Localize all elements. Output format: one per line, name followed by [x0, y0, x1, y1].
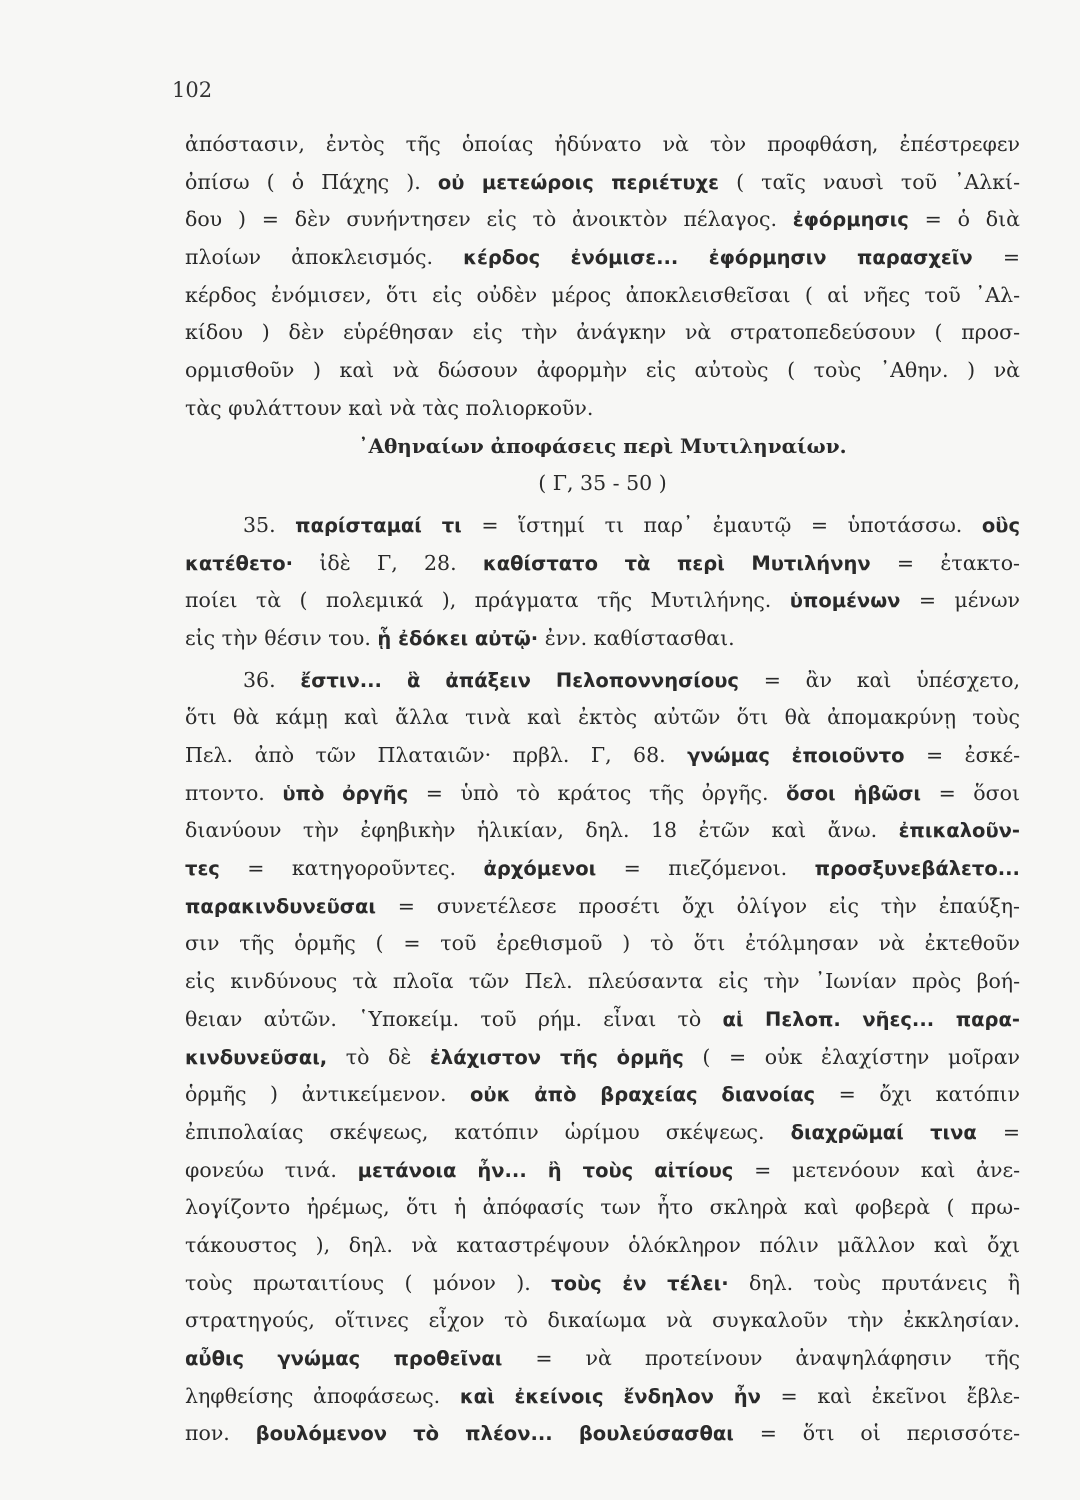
text-line — [185, 201, 1020, 239]
bold-lemma: ὑπὸ ὀργῆς — [282, 781, 409, 805]
bold-lemma: κατέθετο· — [185, 551, 294, 575]
bold-lemma: κέρδος ἐνόμισε... ἐφόρμησιν παρασχεῖν — [463, 246, 973, 270]
text-run: = ἂν καὶ ὑπέσχετο, — [739, 667, 1020, 692]
text-run: = μένων — [900, 588, 1020, 613]
bold-lemma: μετάνοια ἦν... ἢ τοὺς αἰτίους — [357, 1158, 734, 1182]
text-run: = συνετέλεσε προσέτι ὄχι ὀλίγον εἰς τὴν ἐπαύξη- — [375, 893, 1020, 918]
text-line — [185, 239, 1020, 277]
section-heading: ᾿Αθηναίων ἀποφάσεις περὶ Μυτιληναίων. — [358, 433, 847, 458]
text-run: πλοίων ἀποκλεισμός. — [185, 245, 464, 270]
bold-lemma: καὶ ἐκείνοις ἔνδηλον ἦν — [459, 1384, 761, 1408]
text-run: τὰς φυλάττουν καὶ νὰ τὰς πολιορκοῦν. — [185, 395, 594, 420]
bold-lemma: οὓς — [981, 513, 1020, 537]
commentary-paragraph-36 — [185, 662, 1020, 1453]
text-run: ἰδὲ Γ, 28. — [293, 550, 483, 575]
text-run: = ὅτι οἱ περισσότε- — [733, 1421, 1020, 1446]
bold-lemma: κινδυνεῦσαι, — [185, 1045, 328, 1069]
bold-lemma: ἀρχόμενοι — [483, 857, 597, 881]
text-run: φονεύω τινά. — [185, 1157, 358, 1182]
text-run: = — [976, 1119, 1020, 1144]
text-line — [185, 1378, 1020, 1416]
text-run: λογίζοντο ἠρέμως, ὅτι ἡ ἀπόφασίς των ἦτο σκληρὰ καὶ φοβερὰ ( πρω- — [185, 1195, 1020, 1220]
text-run: ὅτι θὰ κάμῃ καὶ ἄλλα τινὰ καὶ ἐκτὸς αὐτῶν ὅτι θὰ ἀπομακρύνῃ τοὺς — [185, 705, 1020, 730]
text-line — [185, 775, 1020, 813]
text-run: διανύουν τὴν ἐφηβικὴν ἡλικίαν, δηλ. 18 ἐτῶν καὶ ἄνω. — [185, 818, 899, 843]
text-line — [185, 1039, 1020, 1077]
text-run: πον. — [185, 1421, 256, 1446]
text-run: κίδου ) δὲν εὑρέθησαν εἰς τὴν ἀνάγκην νὰ στρατοπεδεύσουν ( προσ- — [185, 320, 1020, 345]
text-run: ορμισθοῦν ) καὶ νὰ δώσουν ἀφορμὴν εἰς αὐτοὺς ( τοὺς ᾿Αθην. ) νὰ — [185, 358, 1020, 383]
text-line — [185, 812, 1020, 850]
bold-lemma: οὐκ ἀπὸ βραχείας διανοίας — [470, 1083, 816, 1107]
bold-lemma: ὑπομένων — [789, 589, 901, 613]
text-run: 35. — [243, 512, 296, 537]
bold-lemma: παρακινδυνεῦσαι — [185, 894, 376, 918]
text-line — [185, 1265, 1020, 1303]
text-run: ( = οὐκ ἐλαχίστην μοῖραν — [683, 1044, 1020, 1069]
text-line — [185, 1340, 1020, 1378]
text-line — [185, 1152, 1020, 1190]
text-run: = ἐσκέ- — [904, 743, 1020, 767]
bold-lemma: βουλόμενον τὸ πλέον... βουλεύσασθαι — [255, 1422, 734, 1446]
text-line — [185, 925, 1020, 963]
text-run: ( ταῖς ναυσὶ τοῦ ᾿Αλκί- — [718, 169, 1020, 194]
page-number: 102 — [172, 78, 213, 102]
text-run: σιν τῆς ὁρμῆς ( = τοῦ ἐρεθισμοῦ ) τὸ ὅτι ἐτόλμησαν νὰ ἐκτεθοῦν — [185, 931, 1020, 956]
text-line — [185, 314, 1020, 352]
text-run: = κατηγοροῦντες. — [219, 856, 484, 881]
text-run: = ἵστημί τι παρ᾿ ἐμαυτῷ = ὑποτάσσω. — [461, 512, 982, 537]
commentary-paragraph-35 — [185, 507, 1020, 658]
bold-lemma: ὅσοι ἡβῶσι — [786, 781, 922, 805]
text-run: ἐπιπολαίας σκέψεως, κατόπιν ὡρίμου σκέψεως. — [185, 1119, 791, 1144]
text-run: στρατηγούς, οἵτινες εἶχον τὸ δικαίωμα νὰ συγκαλοῦν τὴν ἐκκλησίαν. — [185, 1308, 1020, 1333]
text-run: θειαν αὐτῶν. ῾Υποκείμ. τοῦ ρήμ. εἶναι τὸ — [185, 1006, 723, 1031]
text-run: δηλ. τοὺς πρυτάνεις ἢ — [728, 1270, 1020, 1295]
bold-lemma: γνώμας ἐποιοῦντο — [687, 744, 905, 767]
text-run: Πελ. ἀπὸ τῶν Πλαταιῶν· πρβλ. Γ, 68. — [185, 743, 688, 767]
bold-lemma: προσξυνεβάλετο... — [814, 857, 1020, 881]
bold-lemma: τες — [185, 857, 220, 881]
text-run: = καὶ ἐκεῖνοι ἔβλε- — [760, 1383, 1020, 1408]
text-line — [185, 352, 1020, 390]
text-line — [185, 699, 1020, 737]
commentary-paragraph-1 — [185, 126, 1020, 428]
bold-lemma: ᾗ ἐδόκει αὐτῷ· — [377, 626, 539, 650]
text-run: = μετενόουν καὶ ἀνε- — [733, 1157, 1020, 1182]
bold-lemma: ἐφόρμησις — [792, 208, 909, 232]
text-line — [185, 620, 1020, 658]
text-line — [185, 662, 1020, 700]
bold-lemma: ἔστιν... ἃ ἀπάξειν Πελοποννησίους — [300, 668, 739, 692]
bold-lemma: ἐλάχιστον τῆς ὁρμῆς — [430, 1045, 684, 1069]
text-line — [185, 963, 1020, 1001]
text-line — [185, 1415, 1020, 1453]
text-run: 36. — [243, 667, 301, 692]
text-line — [185, 850, 1020, 888]
text-run: = ἐτακτο- — [870, 550, 1020, 575]
text-run: ὁρμῆς ) ἀντικείμενον. — [185, 1082, 471, 1107]
bold-lemma: αὖθις γνώμας προθεῖναι — [185, 1347, 503, 1370]
text-run: πτοντο. — [185, 780, 283, 805]
text-line — [185, 888, 1020, 926]
text-line — [185, 737, 1020, 775]
text-run: εἰς κινδύνους τὰ πλοῖα τῶν Πελ. πλεύσαντα εἰς τὴν ᾿Ιωνίαν πρὸς βοή- — [185, 969, 1020, 994]
bold-lemma: οὐ μετεώροις περιέτυχε — [437, 170, 719, 194]
section-reference: ( Γ, 35 - 50 ) — [538, 471, 667, 496]
text-line — [185, 277, 1020, 315]
text-run: τὸ δὲ — [327, 1044, 430, 1069]
bold-lemma: τοὺς ἐν τέλει· — [551, 1271, 729, 1295]
text-line — [185, 1189, 1020, 1227]
text-run: κέρδος ἐνόμισεν, ὅτι εἰς οὐδὲν μέρος ἀποκλεισθεῖσαι ( αἱ νῆες τοῦ ᾿Αλ- — [185, 282, 1020, 307]
text-line — [185, 582, 1020, 620]
text-run: τοὺς πρωταιτίους ( μόνον ). — [185, 1270, 552, 1295]
text-line — [185, 126, 1020, 164]
text-run: = ὑπὸ τὸ κράτος τῆς ὀργῆς. — [408, 780, 787, 805]
text-line — [185, 1302, 1020, 1340]
text-run: = — [972, 245, 1020, 270]
bold-lemma: καθίστατο τὰ περὶ Μυτιλήνην — [482, 551, 871, 575]
bold-lemma: παρίσταμαί τι — [295, 513, 462, 537]
bold-lemma: αἱ Πελοπ. νῆες... παρα- — [722, 1007, 1020, 1031]
page-body — [185, 126, 1020, 1453]
text-run: = πιεζόμενοι. — [596, 856, 815, 881]
text-run: ἐνν. καθίστασθαι. — [538, 625, 735, 650]
text-run: ἀπόστασιν, ἐντὸς τῆς ὁποίας ἠδύνατο νὰ τὸν προφθάση, ἐπέστρεφεν — [185, 132, 1020, 156]
text-line — [185, 1114, 1020, 1152]
text-line — [185, 507, 1020, 545]
text-run: = ὁ διὰ — [908, 207, 1020, 232]
text-run: = νὰ προτείνουν ἀναψηλάφησιν τῆς — [502, 1346, 1020, 1370]
text-line — [185, 164, 1020, 202]
text-run: = ὅσοι — [921, 780, 1020, 805]
text-line — [185, 1001, 1020, 1039]
text-run: ληφθείσης ἀποφάσεως. — [185, 1383, 460, 1408]
text-run: ποίει τὰ ( πολεμικά ), πράγματα τῆς Μυτιλήνης. — [185, 588, 790, 613]
text-run: τάκουστος ), δηλ. νὰ καταστρέψουν ὁλόκληρον πόλιν μᾶλλον καὶ ὄχι — [185, 1232, 1020, 1257]
bold-lemma: διαχρῶμαί τινα — [790, 1120, 977, 1144]
text-run: ὀπίσω ( ὁ Πάχης ). — [185, 169, 438, 194]
text-line — [185, 1227, 1020, 1265]
bold-lemma: ἐπικαλοῦν- — [898, 819, 1020, 843]
text-run: εἰς τὴν θέσιν του. — [185, 625, 378, 650]
text-line — [185, 390, 1020, 428]
text-run: = ὄχι κατόπιν — [815, 1082, 1020, 1107]
text-line — [185, 1076, 1020, 1114]
text-run: δου ) = δὲν συνήντησεν εἰς τὸ ἀνοικτὸν πέλαγος. — [185, 207, 793, 232]
text-line — [185, 545, 1020, 583]
